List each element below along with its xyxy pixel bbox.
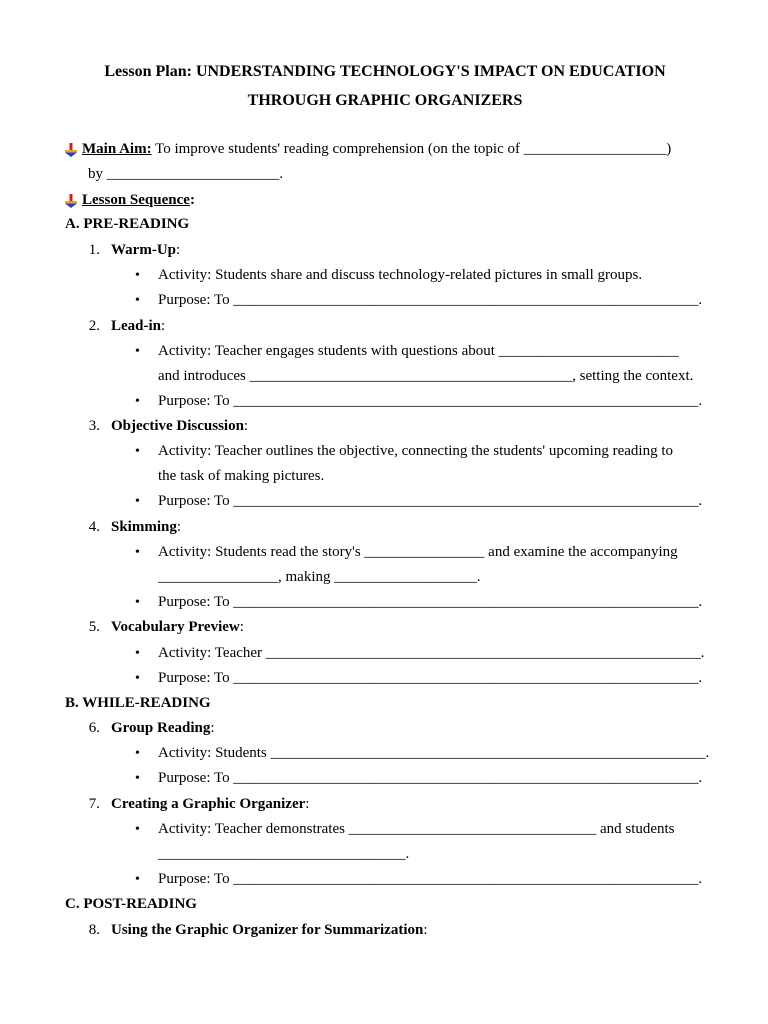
down-arrow-bullet-icon (64, 143, 78, 157)
activity-text: Activity: Teacher demonstrates _________________________________ and students (158, 821, 675, 837)
list-bullet: • (135, 344, 140, 359)
item-title: Group Reading (111, 720, 211, 736)
main-aim-label: Main Aim: (82, 141, 152, 157)
item-number: 8. (88, 922, 100, 938)
title-prefix: Lesson Plan: (104, 63, 196, 80)
item-title: Vocabulary Preview (111, 619, 240, 635)
item-title: Lead-in (111, 318, 162, 334)
main-aim-line (82, 137, 671, 162)
list-bullet: • (135, 595, 140, 610)
section-while-reading: B. WHILE-READING (65, 695, 211, 711)
purpose-text: Purpose: To ______________________________________________________________. (158, 871, 703, 887)
item-number: 7. (88, 796, 100, 812)
list-bullet: • (135, 671, 140, 686)
item-heading (111, 716, 215, 741)
item-colon: : (239, 619, 244, 635)
activity-text-continued: ________________, making ___________________. (158, 569, 481, 585)
item-colon: : (243, 418, 249, 434)
title-line-1 (40, 57, 730, 86)
list-bullet: • (135, 771, 140, 786)
item-number: 5. (88, 619, 100, 635)
item-title: Objective Discussion (111, 418, 244, 434)
list-bullet: • (135, 545, 140, 560)
list-bullet: • (135, 494, 140, 509)
item-number: 3. (88, 418, 100, 434)
item-heading (111, 615, 244, 640)
lesson-sequence-colon: : (189, 192, 195, 208)
document-title (40, 57, 730, 115)
purpose-text: Purpose: To ______________________________________________________________. (158, 594, 703, 610)
activity-text: Activity: Teacher outlines the objective, connecting the students' upcoming reading to (158, 443, 673, 459)
list-bullet: • (135, 268, 140, 283)
section-post-reading: C. POST-READING (65, 896, 197, 912)
purpose-text: Purpose: To ______________________________________________________________. (158, 493, 703, 509)
item-number: 4. (88, 519, 100, 535)
item-title: Skimming (111, 519, 177, 535)
item-heading (111, 918, 428, 943)
activity-text: Activity: Students __________________________________________________________. (158, 745, 710, 761)
item-number: 6. (88, 720, 100, 736)
item-number: 1. (88, 242, 100, 258)
list-bullet: • (135, 746, 140, 761)
item-heading (111, 515, 181, 540)
item-colon: : (176, 519, 182, 535)
lesson-sequence-label: Lesson Sequence (82, 192, 190, 208)
activity-text: Activity: Teacher __________________________________________________________. (158, 645, 705, 661)
main-aim-text: To improve students' reading comprehension (on the topic of ___________________) (151, 141, 672, 157)
list-bullet: • (135, 822, 140, 837)
item-colon: : (305, 796, 310, 812)
purpose-text: Purpose: To ______________________________________________________________. (158, 292, 703, 308)
list-bullet: • (135, 646, 140, 661)
title-line-2: THROUGH GRAPHIC ORGANIZERS (247, 92, 523, 109)
item-title: Creating a Graphic Organizer (111, 796, 306, 812)
lesson-sequence-heading (82, 188, 195, 213)
section-pre-reading: A. PRE-READING (65, 216, 190, 232)
main-aim-continuation: by _______________________. (88, 166, 283, 182)
item-title: Warm-Up (111, 242, 176, 258)
item-title: Using the Graphic Organizer for Summarization (111, 922, 424, 938)
activity-text: Activity: Students share and discuss technology-related pictures in small groups. (158, 267, 643, 283)
activity-text-continued: and introduces ___________________________________________, setting the context. (158, 368, 694, 384)
purpose-text: Purpose: To ______________________________________________________________. (158, 670, 703, 686)
activity-text: Activity: Students read the story's ________________ and examine the accompanying (158, 544, 678, 560)
activity-text-continued: _________________________________. (158, 846, 410, 862)
item-colon: : (423, 922, 428, 938)
item-heading (111, 238, 180, 263)
item-heading (111, 792, 309, 817)
item-colon: : (176, 242, 181, 258)
item-colon: : (161, 318, 166, 334)
list-bullet: • (135, 394, 140, 409)
list-bullet: • (135, 872, 140, 887)
down-arrow-bullet-icon (64, 194, 78, 208)
title-main: UNDERSTANDING TECHNOLOGY'S IMPACT ON EDUCATION (195, 63, 666, 80)
activity-text-continued: the task of making pictures. (158, 468, 325, 484)
purpose-text: Purpose: To ______________________________________________________________. (158, 770, 703, 786)
list-bullet: • (135, 444, 140, 459)
item-colon: : (210, 720, 215, 736)
item-heading (111, 414, 248, 439)
item-number: 2. (88, 318, 100, 334)
item-heading (111, 314, 165, 339)
list-bullet: • (135, 293, 140, 308)
activity-text: Activity: Teacher engages students with questions about ________________________ (158, 343, 679, 359)
purpose-text: Purpose: To ______________________________________________________________. (158, 393, 703, 409)
